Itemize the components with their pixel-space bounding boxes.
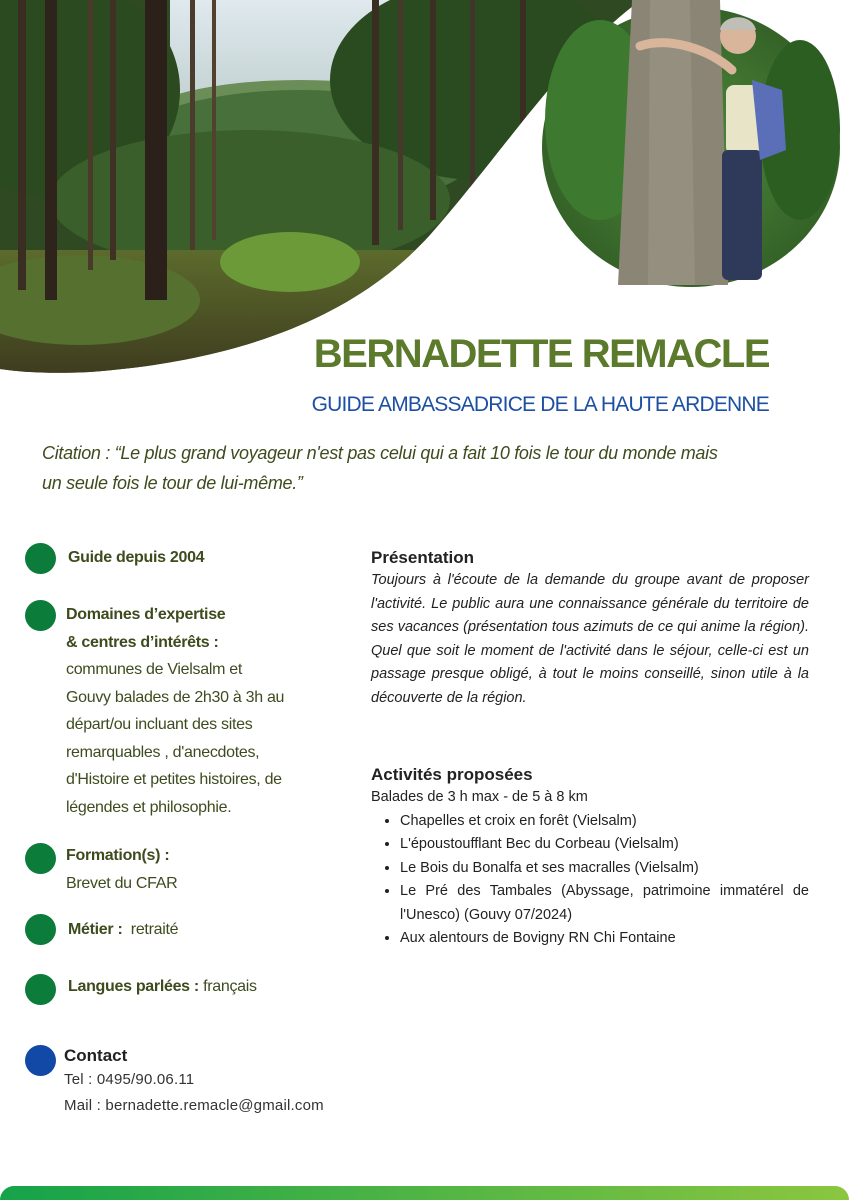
hero-forest-image (0, 0, 849, 380)
expertise-line: Gouvy balades de 2h30 à 3h au (66, 688, 285, 706)
expertise-block (66, 601, 284, 821)
activities-intro: Balades de 3 h max - de 5 à 8 km (371, 789, 588, 805)
bullet-dot (25, 543, 56, 574)
metier-value: retraité (130, 921, 179, 938)
bottom-decor-bar (0, 1186, 849, 1200)
formation-value: Brevet du CFAR (66, 874, 178, 892)
list-item: • Le Pré des Tambales (Abyssage, patrimoine immatérel de l'Unesco) (Gouvy 07/2024) (400, 880, 809, 927)
portrait-photo (542, 0, 840, 287)
activities-title: Activités proposées (371, 765, 533, 784)
citation-line: Citation : “Le plus grand voyageur n'est pas celui qui a fait 10 fois le tour du monde mais (42, 443, 718, 463)
activities-list (371, 810, 809, 951)
bullet-dot (25, 600, 56, 631)
contact-dot (25, 1045, 56, 1076)
metier-title: Métier : (68, 921, 123, 938)
citation (42, 438, 782, 498)
langues-value: français (203, 978, 257, 995)
list-item: • Aux alentours de Bovigny RN Chi Fontaine (400, 927, 809, 951)
list-item: • Le Bois du Bonalfa et ses macralles (Vielsalm) (400, 857, 809, 881)
guide-since-label: Guide depuis 2004 (68, 549, 205, 566)
expertise-line: départ/ou incluant des sites (66, 716, 253, 733)
page-title: BERNADETTE REMACLE (313, 332, 769, 376)
bullet-dot (25, 843, 56, 874)
expertise-line: légendes et philosophie. (66, 798, 232, 816)
list-item: • L'époustoufflant Bec du Corbeau (Vielsalm) (400, 833, 809, 857)
bullet-dot (25, 974, 56, 1005)
bullet-dot (25, 914, 56, 945)
guide-since (68, 544, 204, 572)
langues-title: Langues parlées : (68, 978, 199, 995)
presentation-section (371, 547, 809, 710)
citation-line: un seule fois le tour de lui-même.” (42, 473, 303, 493)
contact-title: Contact (64, 1046, 128, 1065)
list-item: • Chapelles et croix en forêt (Vielsalm) (400, 810, 809, 834)
expertise-title: Domaines d’expertise (66, 606, 226, 623)
contact-phone[interactable]: Tel : 0495/90.06.11 (64, 1071, 195, 1088)
activities-section (371, 764, 809, 951)
expertise-line: d'Histoire et petites histoires, de (66, 771, 282, 788)
presentation-text: Toujours à l'écoute de la demande du groupe avant de proposer l'activité. Le public aura une connaissance générale du territoire de ses vacances (présentation tous azimuts de ce qui anime la région). Quel que soit le moment de l'activité dans le séjour, celle-ci est un passage presque obligé, à tout le moins conseillé, sinon utile à la découverte de la région. (371, 572, 809, 706)
formation-title: Formation(s) : (66, 847, 170, 864)
langues-block (68, 973, 257, 1001)
metier-block (68, 916, 178, 944)
contact-email[interactable]: Mail : bernadette.remacle@gmail.com (64, 1097, 324, 1114)
expertise-line: communes de Vielsalm et (66, 661, 242, 678)
expertise-line: remarquables , d'anecdotes, (66, 743, 260, 761)
expertise-title: & centres d’intérêts : (66, 633, 219, 651)
formation-block (66, 842, 177, 897)
page-subtitle: GUIDE AMBASSADRICE DE LA HAUTE ARDENNE (311, 393, 769, 416)
presentation-title: Présentation (371, 548, 474, 567)
